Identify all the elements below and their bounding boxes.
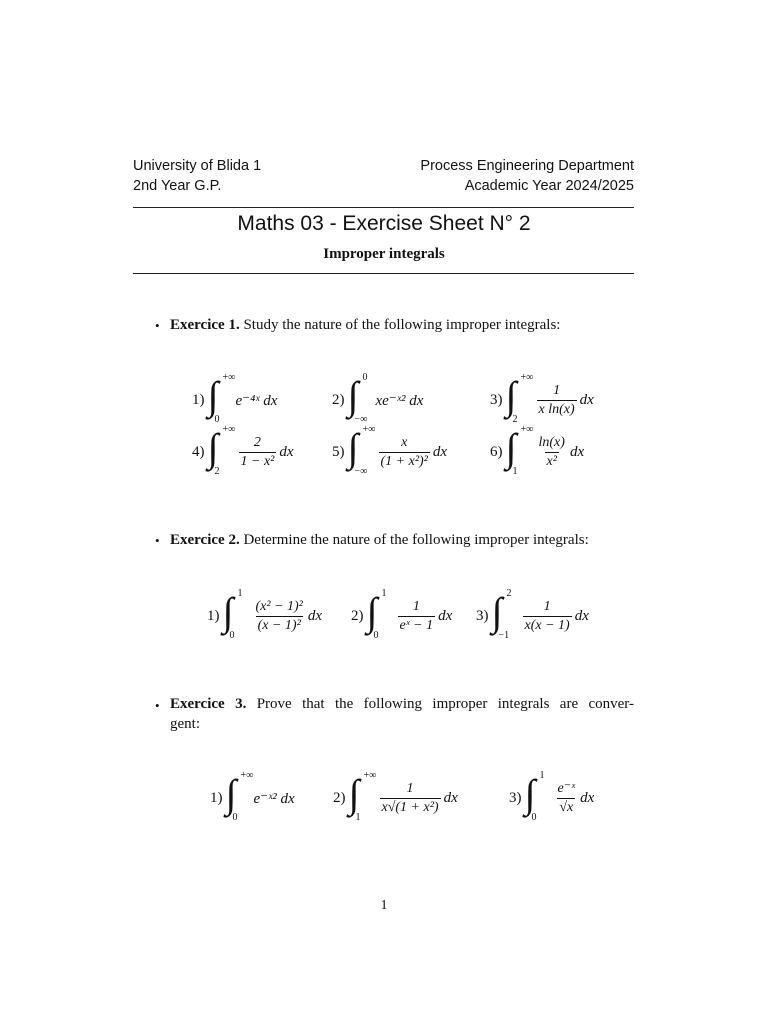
exercise-3-heading <box>170 694 634 734</box>
fraction: $\frac{\text{(x² − 1)²}}{\text{(x − 1)²}}$ <box>255 598 303 633</box>
integral-sign: ∫ +∞ 1 <box>348 770 377 823</box>
integral-sign: ∫ 1 0 <box>524 770 545 823</box>
exercise-2-heading <box>170 530 589 550</box>
fraction: $\frac{\text{e⁻ˣ}}{√x}$ <box>557 781 576 815</box>
integral-item: 2) ∫ 0 −∞ xe⁻ˣ² dx <box>332 372 424 425</box>
integral-sign: ∫ +∞ −∞ <box>347 424 376 477</box>
exercise-label: Exercice 3. <box>170 696 247 712</box>
integral-item: 1) ∫ 1 0 $\frac{\text{(x² − 1)²}}{\text{(x − 1)²}}$ dx <box>207 588 323 641</box>
integral-item: 3) ∫ +∞ 2 $\frac{1}{\text{x ln(x)}}$ dx <box>490 372 594 425</box>
integral-item: 1) ∫ +∞ 0 e⁻⁴ˣ dx <box>192 372 278 425</box>
integral-item: 3) ∫ 2 −1 $\frac{1}{x(x - 1)}$ dx <box>476 588 589 641</box>
bullet: • <box>155 533 160 548</box>
bullet: • <box>155 318 160 333</box>
integral-sign: ∫ +∞ 2 <box>207 424 236 477</box>
integral-sign: ∫ 1 0 <box>366 588 387 641</box>
integral-item: 4) ∫ +∞ 2 $\frac{2}{\text{1 − x²}}$ dx <box>192 424 294 477</box>
university-name: University of Blida 1 <box>133 158 262 174</box>
fraction: $\frac{1}{\text{x ln(x)}}$ <box>538 382 575 417</box>
bottom-rule <box>133 273 634 274</box>
academic-year: Academic Year 2024/2025 <box>464 178 634 194</box>
exercise-1-heading <box>170 315 560 335</box>
integrand: e⁻⁴ˣ dx <box>235 392 278 409</box>
integral-sign: ∫ 0 −∞ <box>347 372 368 425</box>
exercise-statement: Study the nature of the following improper integrals: <box>243 317 561 333</box>
fraction: $\frac{1}{\text{eˣ − 1}}$ <box>399 598 434 633</box>
integral-item: 5) ∫ +∞ −∞ $\frac{x}{\text{(1 + x²)²}}$ dx <box>332 424 448 477</box>
exercise-statement: Prove that the following improper integrals are conver- <box>256 696 634 712</box>
fraction: $\frac{1}{\text{x√(1 + x²)}}$ <box>381 780 439 815</box>
integrand: xe⁻ˣ² dx <box>375 392 424 409</box>
page-subtitle: Improper integrals <box>323 246 445 262</box>
integral-item: 2) ∫ +∞ 1 $\frac{1}{\text{x√(1 + x²)}}$ dx <box>333 770 458 823</box>
exercise-label: Exercice 1. <box>170 317 240 333</box>
integral-item: 2) ∫ 1 0 $\frac{1}{\text{eˣ − 1}}$ dx <box>351 588 453 641</box>
integral-item: 6) ∫ +∞ 1 $\frac{\ln(x)}{\text{x²}}$ dx <box>490 424 585 477</box>
integral-sign: ∫ 1 0 <box>222 588 243 641</box>
department-name: Process Engineering Department <box>420 158 634 174</box>
fraction: $\frac{\ln(x)}{\text{x²}}$ <box>538 434 565 469</box>
top-rule <box>133 207 634 208</box>
integral-sign: ∫ +∞ 1 <box>505 424 534 477</box>
fraction: $\frac{2}{\text{1 − x²}}$ <box>240 434 275 469</box>
page-title: Maths 03 - Exercise Sheet N° 2 <box>237 212 531 235</box>
integral-sign: ∫ +∞ 2 <box>505 372 534 425</box>
bullet: • <box>155 698 160 713</box>
integral-item: 1) ∫ +∞ 0 e⁻ˣ² dx <box>210 770 295 823</box>
page-number: 1 <box>380 898 388 913</box>
integral-sign: ∫ +∞ 0 <box>207 372 236 425</box>
fraction: $\frac{1}{x(x - 1)}$ <box>524 598 570 633</box>
exercise-label: Exercice 2. <box>170 532 240 548</box>
integral-item: 3) ∫ 1 0 $\frac{\text{e⁻ˣ}}{√x}$ dx <box>509 770 595 823</box>
year-class: 2nd Year G.P. <box>133 178 222 194</box>
fraction: $\frac{x}{\text{(1 + x²)²}}$ <box>380 434 428 469</box>
integrand: e⁻ˣ² dx <box>253 790 295 807</box>
integral-sign: ∫ 2 −1 <box>491 588 512 641</box>
exercise-statement: Determine the nature of the following improper integrals: <box>243 532 589 548</box>
integral-sign: ∫ +∞ 0 <box>225 770 254 823</box>
exercise-statement-continued: gent: <box>170 716 200 732</box>
